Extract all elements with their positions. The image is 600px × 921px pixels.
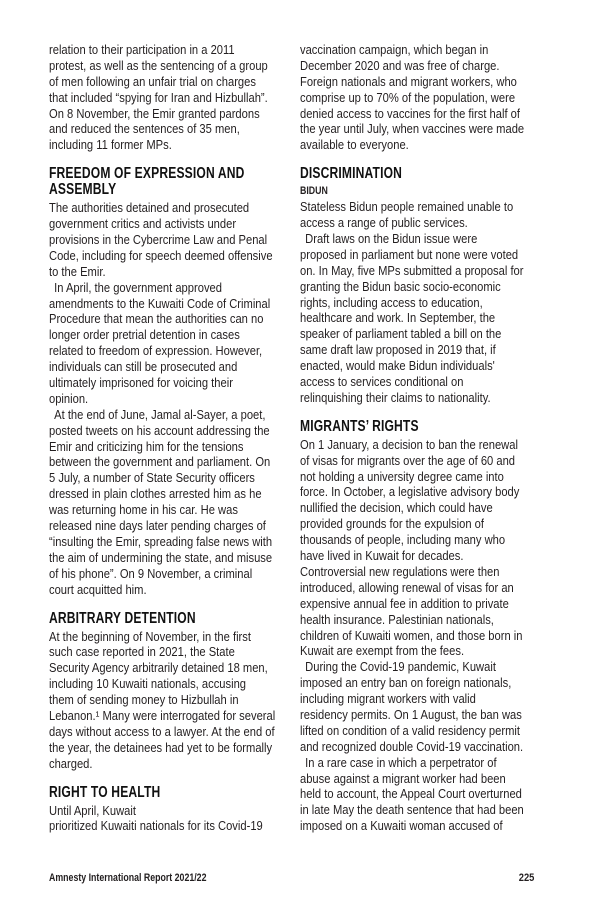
text-line: The authorities detained and prosecuted (49, 200, 250, 216)
text-line: including 11 former MPs. (49, 137, 172, 153)
text-line: thousands of people, including many who (300, 532, 506, 548)
text-line: the aim of undermining the state, and misuse (49, 549, 273, 565)
heading-line: ARBITRARY DETENTION (49, 609, 196, 627)
text-line: relinquishing their claims to nationality. (300, 389, 491, 405)
right-column (300, 42, 550, 834)
text-line: Foreign nationals and migrant workers, who (300, 73, 517, 89)
text-line: lifted on condition of a valid residency permit (300, 722, 520, 738)
text-line: relation to their participation in a 2011 (49, 42, 235, 57)
heading-line: DISCRIMINATION (300, 165, 403, 183)
text-line: such case reported in 2021, the State (49, 644, 235, 660)
paragraph (49, 629, 299, 772)
section-heading (300, 166, 550, 182)
text-line: was returning home in his car. He was (49, 502, 238, 518)
text-line: access a range of public services. (300, 215, 468, 231)
text-line: introduced, allowing renewal of visas for an (300, 579, 514, 595)
text-line: of his phone”. On 9 November, a criminal (49, 565, 253, 581)
text-line: healthcare and work. In September, the (300, 310, 496, 326)
text-line: including migrant workers with valid (300, 691, 476, 707)
text-line: individuals can still be prosecuted and (49, 359, 238, 375)
text-line: posted tweets on his account addressing the (49, 422, 270, 438)
text-line: access to services conditional on (300, 374, 464, 390)
paragraph (49, 407, 299, 598)
text-line: imposed an entry ban on foreign nationals, (300, 675, 512, 691)
heading-line: ASSEMBLY (49, 181, 117, 199)
text-line: and reduced the sentences of 35 men, (49, 121, 240, 137)
text-line: including 10 Kuwaiti nationals, accusing (49, 676, 247, 692)
text-line: not holding a university degree came into (300, 468, 504, 484)
paragraph (300, 659, 550, 754)
text-line: Kuwait are exempt from the fees. (300, 643, 465, 659)
text-line: proposed in parliament but none were voted (300, 246, 519, 262)
section-heading (300, 419, 550, 435)
text-line: enacted, would make Bidun individuals' (300, 358, 495, 374)
text-line: and recognized double Covid-19 vaccination. (300, 738, 524, 754)
text-line: children of Kuwaiti women, and those born in (300, 627, 523, 643)
text-line: Until April, Kuwait (49, 802, 136, 818)
text-line: residency permits. On 1 August, the ban was (300, 706, 522, 722)
text-line: Code, including for speech deemed offensive (49, 247, 273, 263)
text-line: days without access to a lawyer. At the end of (49, 723, 275, 739)
paragraph (300, 231, 550, 406)
text-line: December 2020 and was free of charge. (300, 57, 500, 73)
text-line: them of sending money to Hizbullah in (49, 692, 239, 708)
text-line: dressed in plain clothes arrested him as he (49, 486, 262, 502)
text-line: Procedure that mean the authorities can no (49, 311, 264, 327)
text-line: in late May the death sentence that had been (300, 802, 524, 818)
text-line: related to freedom of expression. However, (49, 343, 263, 359)
text-line: between the government and parliament. On (49, 454, 271, 470)
heading-line: FREEDOM OF EXPRESSION AND (49, 165, 245, 183)
text-line: Draft laws on the Bidun issue were (305, 231, 478, 247)
text-line: available to everyone. (300, 137, 409, 153)
text-line: court acquitted him. (49, 581, 147, 597)
text-line: provided grounds for the expulsion of (300, 516, 484, 532)
text-line: imposed on a Kuwaiti woman accused of (300, 818, 503, 834)
text-line: of men following an unfair trial on charges (49, 73, 256, 89)
text-line: rights, including access to education, (300, 294, 483, 310)
text-line: amendments to the Kuwaiti Code of Criminal (49, 295, 271, 311)
text-line: During the Covid-19 pandemic, Kuwait (305, 659, 496, 675)
text-line: longer order pretrial detention in cases (49, 327, 240, 343)
text-line: have lived in Kuwait for decades. (300, 548, 464, 564)
heading-line: RIGHT TO HEALTH (49, 783, 161, 801)
text-line: held to account, the Appeal Court overturned (300, 786, 522, 802)
text-line: health insurance. Palestinian nationals, (300, 611, 494, 627)
section-heading (49, 166, 299, 198)
text-line: In a rare case in which a perpetrator of (305, 754, 497, 770)
text-line: the year until July, when vaccines were made (300, 121, 525, 137)
text-line: At the end of June, Jamal al-Sayer, a poet, (54, 406, 266, 422)
text-line: On 1 January, a decision to ban the renewal (300, 436, 518, 452)
text-line: of visas for migrants over the age of 60 and (300, 452, 516, 468)
text-line: abuse against a migrant worker had been (300, 770, 506, 786)
paragraph (49, 280, 299, 407)
text-line: to the Emir. (49, 263, 106, 279)
text-line: Controversial new regulations were then (300, 563, 500, 579)
text-line: provisions in the Cybercrime Law and Penal (49, 232, 268, 248)
page-number: 225 (518, 872, 534, 884)
text-line: In April, the government approved (54, 279, 222, 295)
text-line: 5 July, a number of State Security officers (49, 470, 255, 486)
text-line: released nine days later pending charges of (49, 518, 266, 534)
text-line: protest, as well as the sentencing of a group (49, 57, 268, 73)
paragraph (49, 42, 299, 153)
text-line: vaccination campaign, which began in (300, 42, 489, 57)
text-line: same draft law proposed in 2019 that, if (300, 342, 496, 358)
section-heading (49, 611, 299, 627)
footer-report-title: Amnesty International Report 2021/22 (49, 872, 207, 884)
text-line: expensive annual fee in addition to private (300, 595, 509, 611)
text-line: opinion. (49, 390, 89, 406)
paragraph (300, 199, 550, 231)
paragraph (49, 200, 299, 279)
text-line: speaker of parliament tabled a bill on the (300, 326, 502, 342)
subheading-line: BIDUN (300, 185, 328, 198)
heading-line: MIGRANTS’ RIGHTS (300, 417, 419, 435)
text-line: the year, the detainees had yet to be formally (49, 739, 273, 755)
text-line: At the beginning of November, in the first (49, 628, 251, 644)
text-line: Stateless Bidun people remained unable to (300, 199, 514, 215)
section-subheading (300, 184, 550, 199)
text-line: Security Agency arbitrarily detained 18 men, (49, 660, 268, 676)
text-line: charged. (49, 755, 93, 771)
text-line: on. In May, five MPs submitted a proposal for (300, 262, 524, 278)
text-line: that included “spying for Iran and Hizbullah”. (49, 89, 268, 105)
paragraph (300, 42, 550, 153)
paragraph (300, 437, 550, 659)
left-column (49, 42, 299, 834)
paragraph (49, 803, 299, 835)
text-line: Emir and criticizing him for the tensions (49, 438, 244, 454)
text-line: granting the Bidun basic socio-economic (300, 278, 501, 294)
text-line: “insulting the Emir, spreading false news with (49, 533, 273, 549)
paragraph (300, 755, 550, 834)
text-line: nullified the decision, which could have (300, 500, 493, 516)
text-line: Lebanon.¹ Many were interrogated for several (49, 707, 276, 723)
text-line: denied access to vaccines for the first half of (300, 105, 520, 121)
text-line: government critics and activists under (49, 216, 237, 232)
text-line: prioritized Kuwaiti nationals for its Covid-19 (49, 818, 263, 834)
text-line: ultimately imprisoned for voicing their (49, 375, 233, 391)
text-line: comprise up to 70% of the population, were (300, 89, 516, 105)
text-line: force. In October, a legislative advisory body (300, 484, 520, 500)
text-line: On 8 November, the Emir granted pardons (49, 105, 260, 121)
section-heading (49, 785, 299, 801)
